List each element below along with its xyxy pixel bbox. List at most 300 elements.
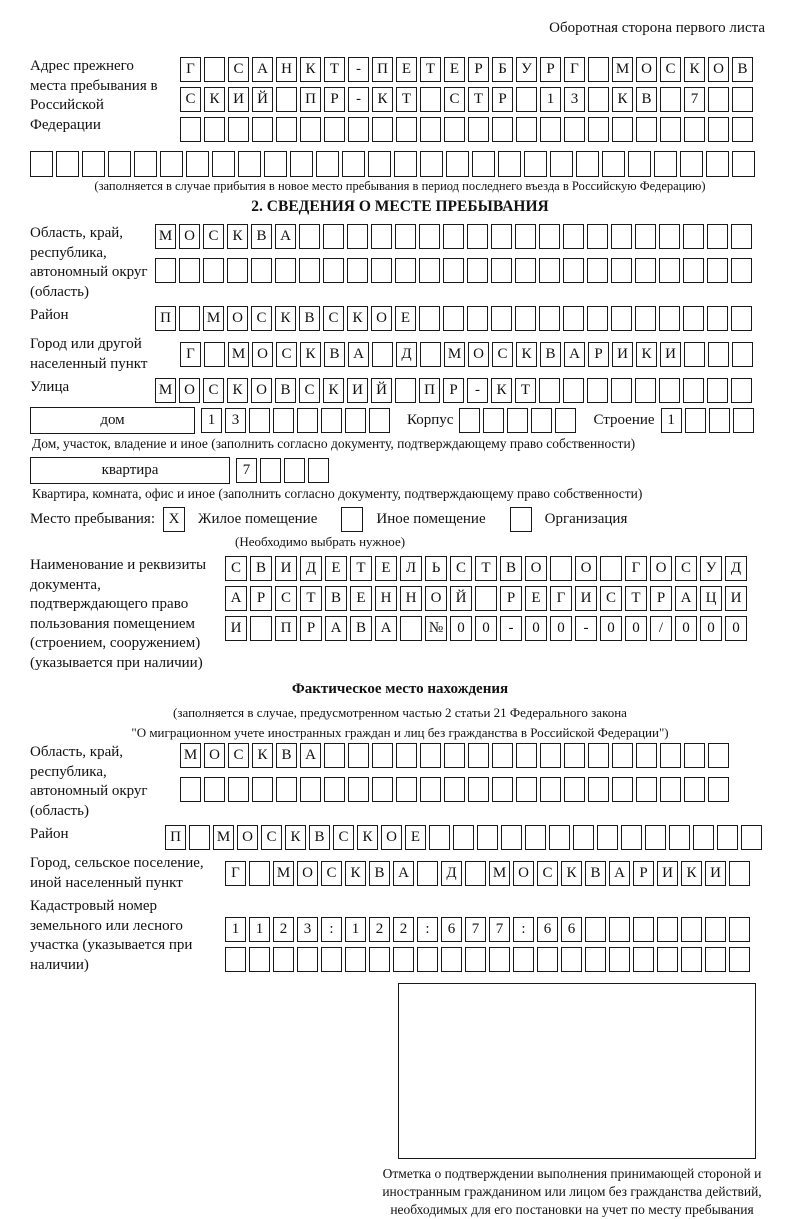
form-cell[interactable]: Б: [492, 57, 513, 82]
form-cell[interactable]: [468, 117, 489, 142]
form-cell[interactable]: С: [321, 861, 342, 886]
form-cell[interactable]: [134, 151, 157, 177]
form-cell[interactable]: Г: [564, 57, 585, 82]
form-cell[interactable]: №: [425, 616, 447, 641]
form-cell[interactable]: [681, 947, 702, 972]
form-cell[interactable]: [585, 947, 606, 972]
form-cell[interactable]: [732, 87, 753, 112]
form-cell[interactable]: И: [347, 378, 368, 403]
form-cell[interactable]: В: [276, 743, 297, 768]
form-cell[interactable]: [441, 947, 462, 972]
form-cell[interactable]: [660, 117, 681, 142]
form-cell[interactable]: [680, 151, 703, 177]
korpus-cells[interactable]: [459, 408, 579, 433]
form-cell[interactable]: [472, 151, 495, 177]
form-cell[interactable]: [300, 117, 321, 142]
form-cell[interactable]: К: [491, 378, 512, 403]
form-cell[interactable]: [636, 117, 657, 142]
form-cell[interactable]: [369, 408, 390, 433]
form-cell[interactable]: [588, 87, 609, 112]
form-cell[interactable]: В: [251, 224, 272, 249]
form-cell[interactable]: [348, 777, 369, 802]
form-cell[interactable]: [204, 57, 225, 82]
form-cell[interactable]: С: [251, 306, 272, 331]
form-cell[interactable]: В: [299, 306, 320, 331]
form-cell[interactable]: [681, 917, 702, 942]
form-cell[interactable]: [371, 224, 392, 249]
form-cell[interactable]: К: [372, 87, 393, 112]
form-cell[interactable]: [446, 151, 469, 177]
form-cell[interactable]: Е: [396, 57, 417, 82]
form-cell[interactable]: [468, 777, 489, 802]
form-cell[interactable]: [501, 825, 522, 850]
form-cell[interactable]: О: [650, 556, 672, 581]
form-cell[interactable]: 0: [475, 616, 497, 641]
form-cell[interactable]: [513, 947, 534, 972]
form-cell[interactable]: П: [372, 57, 393, 82]
form-cell[interactable]: Т: [300, 586, 322, 611]
form-cell[interactable]: И: [225, 616, 247, 641]
city-row[interactable]: [180, 342, 756, 367]
actual-district-row[interactable]: [165, 825, 765, 850]
form-cell[interactable]: [683, 306, 704, 331]
form-cell[interactable]: [300, 777, 321, 802]
form-cell[interactable]: [444, 743, 465, 768]
form-cell[interactable]: [465, 861, 486, 886]
form-cell[interactable]: [585, 917, 606, 942]
cadastral-row-2[interactable]: [225, 947, 753, 972]
form-cell[interactable]: А: [564, 342, 585, 367]
form-cell[interactable]: К: [347, 306, 368, 331]
form-cell[interactable]: О: [227, 306, 248, 331]
form-cell[interactable]: М: [155, 378, 176, 403]
form-cell[interactable]: [372, 117, 393, 142]
form-cell[interactable]: Р: [650, 586, 672, 611]
form-cell[interactable]: В: [324, 342, 345, 367]
form-cell[interactable]: О: [179, 378, 200, 403]
form-cell[interactable]: [467, 258, 488, 283]
form-cell[interactable]: [252, 117, 273, 142]
form-cell[interactable]: -: [467, 378, 488, 403]
form-cell[interactable]: [587, 306, 608, 331]
document-row-1[interactable]: [225, 556, 750, 581]
form-cell[interactable]: [284, 458, 305, 483]
form-cell[interactable]: [498, 151, 521, 177]
form-cell[interactable]: К: [561, 861, 582, 886]
form-cell[interactable]: [540, 743, 561, 768]
form-cell[interactable]: К: [612, 87, 633, 112]
form-cell[interactable]: [602, 151, 625, 177]
form-cell[interactable]: [180, 777, 201, 802]
form-cell[interactable]: [155, 258, 176, 283]
form-cell[interactable]: Е: [444, 57, 465, 82]
form-cell[interactable]: 0: [675, 616, 697, 641]
form-cell[interactable]: Г: [180, 342, 201, 367]
form-cell[interactable]: С: [203, 378, 224, 403]
form-cell[interactable]: [250, 616, 272, 641]
form-cell[interactable]: О: [525, 556, 547, 581]
form-cell[interactable]: X: [163, 507, 185, 532]
form-cell[interactable]: О: [636, 57, 657, 82]
form-cell[interactable]: [324, 117, 345, 142]
form-cell[interactable]: 1: [201, 408, 222, 433]
form-cell[interactable]: [669, 825, 690, 850]
form-cell[interactable]: [186, 151, 209, 177]
form-cell[interactable]: [491, 258, 512, 283]
form-cell[interactable]: -: [348, 57, 369, 82]
form-cell[interactable]: [30, 151, 53, 177]
form-cell[interactable]: [659, 306, 680, 331]
form-cell[interactable]: [491, 306, 512, 331]
form-cell[interactable]: [204, 117, 225, 142]
form-cell[interactable]: [323, 258, 344, 283]
form-cell[interactable]: [659, 378, 680, 403]
form-cell[interactable]: М: [180, 743, 201, 768]
form-cell[interactable]: Р: [633, 861, 654, 886]
form-cell[interactable]: [561, 947, 582, 972]
form-cell[interactable]: Д: [725, 556, 747, 581]
form-cell[interactable]: [453, 825, 474, 850]
form-cell[interactable]: Е: [375, 556, 397, 581]
form-cell[interactable]: [731, 224, 752, 249]
form-cell[interactable]: [707, 378, 728, 403]
form-cell[interactable]: И: [705, 861, 726, 886]
actual-region-row-2[interactable]: [180, 777, 732, 802]
form-cell[interactable]: В: [325, 586, 347, 611]
form-cell[interactable]: [443, 306, 464, 331]
checkbox-organization[interactable]: [510, 507, 535, 532]
form-cell[interactable]: [611, 378, 632, 403]
form-cell[interactable]: [419, 224, 440, 249]
form-cell[interactable]: [180, 117, 201, 142]
form-cell[interactable]: [273, 408, 294, 433]
form-cell[interactable]: К: [285, 825, 306, 850]
form-cell[interactable]: 3: [225, 408, 246, 433]
form-cell[interactable]: [660, 87, 681, 112]
form-cell[interactable]: [707, 258, 728, 283]
district-row[interactable]: [155, 306, 755, 331]
form-cell[interactable]: Д: [300, 556, 322, 581]
form-cell[interactable]: [276, 777, 297, 802]
form-cell[interactable]: К: [300, 342, 321, 367]
form-cell[interactable]: [612, 117, 633, 142]
form-cell[interactable]: [297, 947, 318, 972]
form-cell[interactable]: [654, 151, 677, 177]
form-cell[interactable]: :: [417, 917, 438, 942]
form-cell[interactable]: [227, 258, 248, 283]
prev-address-row-1[interactable]: [180, 57, 756, 82]
form-cell[interactable]: [348, 117, 369, 142]
form-cell[interactable]: С: [537, 861, 558, 886]
form-cell[interactable]: С: [323, 306, 344, 331]
form-cell[interactable]: К: [323, 378, 344, 403]
form-cell[interactable]: /: [650, 616, 672, 641]
form-cell[interactable]: В: [585, 861, 606, 886]
form-cell[interactable]: [705, 947, 726, 972]
form-cell[interactable]: А: [348, 342, 369, 367]
form-cell[interactable]: [563, 306, 584, 331]
form-cell[interactable]: В: [500, 556, 522, 581]
form-cell[interactable]: [372, 777, 393, 802]
form-cell[interactable]: 0: [600, 616, 622, 641]
form-cell[interactable]: [611, 306, 632, 331]
form-cell[interactable]: [660, 777, 681, 802]
form-cell[interactable]: Н: [276, 57, 297, 82]
form-cell[interactable]: [717, 825, 738, 850]
form-cell[interactable]: А: [325, 616, 347, 641]
form-cell[interactable]: -: [500, 616, 522, 641]
form-cell[interactable]: 3: [564, 87, 585, 112]
form-cell[interactable]: 0: [700, 616, 722, 641]
form-cell[interactable]: [564, 117, 585, 142]
form-cell[interactable]: [555, 408, 576, 433]
form-cell[interactable]: [297, 408, 318, 433]
form-cell[interactable]: [507, 408, 528, 433]
form-cell[interactable]: У: [516, 57, 537, 82]
form-cell[interactable]: И: [228, 87, 249, 112]
form-cell[interactable]: [394, 151, 417, 177]
form-cell[interactable]: [515, 224, 536, 249]
form-cell[interactable]: О: [513, 861, 534, 886]
form-cell[interactable]: [516, 777, 537, 802]
form-cell[interactable]: 7: [489, 917, 510, 942]
form-cell[interactable]: К: [681, 861, 702, 886]
form-cell[interactable]: [636, 777, 657, 802]
form-cell[interactable]: Л: [400, 556, 422, 581]
form-cell[interactable]: [540, 777, 561, 802]
document-row-2[interactable]: [225, 586, 750, 611]
form-cell[interactable]: Е: [325, 556, 347, 581]
form-cell[interactable]: [82, 151, 105, 177]
form-cell[interactable]: [420, 743, 441, 768]
form-cell[interactable]: А: [375, 616, 397, 641]
form-cell[interactable]: [429, 825, 450, 850]
form-cell[interactable]: 6: [441, 917, 462, 942]
form-cell[interactable]: [443, 258, 464, 283]
form-cell[interactable]: [275, 258, 296, 283]
form-cell[interactable]: [628, 151, 651, 177]
form-cell[interactable]: 6: [537, 917, 558, 942]
form-cell[interactable]: [588, 777, 609, 802]
form-cell[interactable]: [645, 825, 666, 850]
form-cell[interactable]: В: [732, 57, 753, 82]
form-cell[interactable]: М: [203, 306, 224, 331]
form-cell[interactable]: [563, 224, 584, 249]
form-cell[interactable]: [203, 258, 224, 283]
form-cell[interactable]: :: [513, 917, 534, 942]
form-cell[interactable]: [204, 342, 225, 367]
form-cell[interactable]: [684, 777, 705, 802]
form-cell[interactable]: [516, 117, 537, 142]
form-cell[interactable]: О: [252, 342, 273, 367]
form-cell[interactable]: [510, 507, 532, 532]
form-cell[interactable]: [251, 258, 272, 283]
form-cell[interactable]: Р: [500, 586, 522, 611]
form-cell[interactable]: [540, 117, 561, 142]
form-cell[interactable]: И: [575, 586, 597, 611]
form-cell[interactable]: [587, 378, 608, 403]
form-cell[interactable]: [189, 825, 210, 850]
form-cell[interactable]: [324, 777, 345, 802]
form-cell[interactable]: [368, 151, 391, 177]
form-cell[interactable]: [321, 947, 342, 972]
form-cell[interactable]: О: [708, 57, 729, 82]
form-cell[interactable]: Т: [324, 57, 345, 82]
form-cell[interactable]: [683, 258, 704, 283]
form-cell[interactable]: [396, 743, 417, 768]
form-cell[interactable]: [299, 224, 320, 249]
form-cell[interactable]: С: [203, 224, 224, 249]
form-cell[interactable]: 0: [725, 616, 747, 641]
form-cell[interactable]: [515, 306, 536, 331]
form-cell[interactable]: [468, 743, 489, 768]
form-cell[interactable]: [657, 917, 678, 942]
form-cell[interactable]: [108, 151, 131, 177]
form-cell[interactable]: [733, 408, 754, 433]
form-cell[interactable]: К: [357, 825, 378, 850]
form-cell[interactable]: [563, 258, 584, 283]
cadastral-row-1[interactable]: [225, 917, 753, 942]
form-cell[interactable]: [465, 947, 486, 972]
form-cell[interactable]: [228, 117, 249, 142]
form-cell[interactable]: С: [675, 556, 697, 581]
form-cell[interactable]: Р: [300, 616, 322, 641]
form-cell[interactable]: В: [275, 378, 296, 403]
form-cell[interactable]: [732, 117, 753, 142]
form-cell[interactable]: [732, 342, 753, 367]
form-cell[interactable]: [576, 151, 599, 177]
form-cell[interactable]: М: [155, 224, 176, 249]
form-cell[interactable]: [588, 117, 609, 142]
form-cell[interactable]: П: [275, 616, 297, 641]
form-cell[interactable]: [525, 825, 546, 850]
form-cell[interactable]: С: [228, 57, 249, 82]
form-cell[interactable]: [225, 947, 246, 972]
form-cell[interactable]: [489, 947, 510, 972]
form-cell[interactable]: [420, 777, 441, 802]
form-cell[interactable]: В: [369, 861, 390, 886]
form-cell[interactable]: [516, 743, 537, 768]
form-cell[interactable]: К: [636, 342, 657, 367]
form-cell[interactable]: [706, 151, 729, 177]
form-cell[interactable]: [395, 258, 416, 283]
form-cell[interactable]: С: [275, 586, 297, 611]
form-cell[interactable]: [539, 224, 560, 249]
form-cell[interactable]: [531, 408, 552, 433]
form-cell[interactable]: М: [228, 342, 249, 367]
form-cell[interactable]: -: [348, 87, 369, 112]
form-cell[interactable]: К: [684, 57, 705, 82]
region-row-1[interactable]: [155, 224, 755, 249]
form-cell[interactable]: [238, 151, 261, 177]
form-cell[interactable]: С: [444, 87, 465, 112]
form-cell[interactable]: [611, 258, 632, 283]
form-cell[interactable]: С: [660, 57, 681, 82]
form-cell[interactable]: 7: [465, 917, 486, 942]
form-cell[interactable]: [657, 947, 678, 972]
form-cell[interactable]: [290, 151, 313, 177]
form-cell[interactable]: 3: [297, 917, 318, 942]
form-cell[interactable]: [372, 743, 393, 768]
form-cell[interactable]: [563, 378, 584, 403]
form-cell[interactable]: Т: [396, 87, 417, 112]
form-cell[interactable]: [516, 87, 537, 112]
flat-number-cells[interactable]: [236, 458, 332, 483]
form-cell[interactable]: К: [204, 87, 225, 112]
form-cell[interactable]: [635, 378, 656, 403]
form-cell[interactable]: [212, 151, 235, 177]
stroenie-cells[interactable]: [661, 408, 757, 433]
form-cell[interactable]: О: [468, 342, 489, 367]
form-cell[interactable]: С: [261, 825, 282, 850]
form-cell[interactable]: [731, 378, 752, 403]
form-cell[interactable]: [321, 408, 342, 433]
form-cell[interactable]: Т: [625, 586, 647, 611]
form-cell[interactable]: [395, 224, 416, 249]
form-cell[interactable]: [635, 258, 656, 283]
region-row-2[interactable]: [155, 258, 755, 283]
form-cell[interactable]: [276, 87, 297, 112]
form-cell[interactable]: [612, 743, 633, 768]
form-cell[interactable]: [708, 777, 729, 802]
form-cell[interactable]: [491, 224, 512, 249]
form-cell[interactable]: [635, 224, 656, 249]
form-cell[interactable]: 1: [225, 917, 246, 942]
form-cell[interactable]: И: [657, 861, 678, 886]
form-cell[interactable]: [729, 947, 750, 972]
form-cell[interactable]: [204, 777, 225, 802]
form-cell[interactable]: [587, 258, 608, 283]
form-cell[interactable]: [492, 743, 513, 768]
form-cell[interactable]: [249, 947, 270, 972]
form-cell[interactable]: [588, 57, 609, 82]
form-cell[interactable]: [685, 408, 706, 433]
form-cell[interactable]: [260, 458, 281, 483]
form-cell[interactable]: [708, 87, 729, 112]
form-cell[interactable]: [708, 743, 729, 768]
form-cell[interactable]: [276, 117, 297, 142]
form-cell[interactable]: Е: [525, 586, 547, 611]
form-cell[interactable]: О: [204, 743, 225, 768]
form-cell[interactable]: [515, 258, 536, 283]
form-cell[interactable]: [693, 825, 714, 850]
form-cell[interactable]: Ь: [425, 556, 447, 581]
actual-city-row[interactable]: [225, 861, 753, 886]
form-cell[interactable]: 6: [561, 917, 582, 942]
form-cell[interactable]: Т: [350, 556, 372, 581]
form-cell[interactable]: С: [333, 825, 354, 850]
form-cell[interactable]: [539, 306, 560, 331]
form-cell[interactable]: Ц: [700, 586, 722, 611]
form-cell[interactable]: [420, 87, 441, 112]
form-cell[interactable]: [347, 224, 368, 249]
form-cell[interactable]: Н: [375, 586, 397, 611]
form-cell[interactable]: Г: [550, 586, 572, 611]
form-cell[interactable]: А: [675, 586, 697, 611]
house-number-cells[interactable]: [201, 408, 393, 433]
form-cell[interactable]: 0: [625, 616, 647, 641]
form-cell[interactable]: 2: [273, 917, 294, 942]
form-cell[interactable]: 1: [540, 87, 561, 112]
form-cell[interactable]: [709, 408, 730, 433]
form-cell[interactable]: [179, 258, 200, 283]
form-cell[interactable]: [459, 408, 480, 433]
form-cell[interactable]: [609, 947, 630, 972]
form-cell[interactable]: Г: [625, 556, 647, 581]
form-cell[interactable]: М: [489, 861, 510, 886]
form-cell[interactable]: [611, 224, 632, 249]
form-cell[interactable]: А: [252, 57, 273, 82]
